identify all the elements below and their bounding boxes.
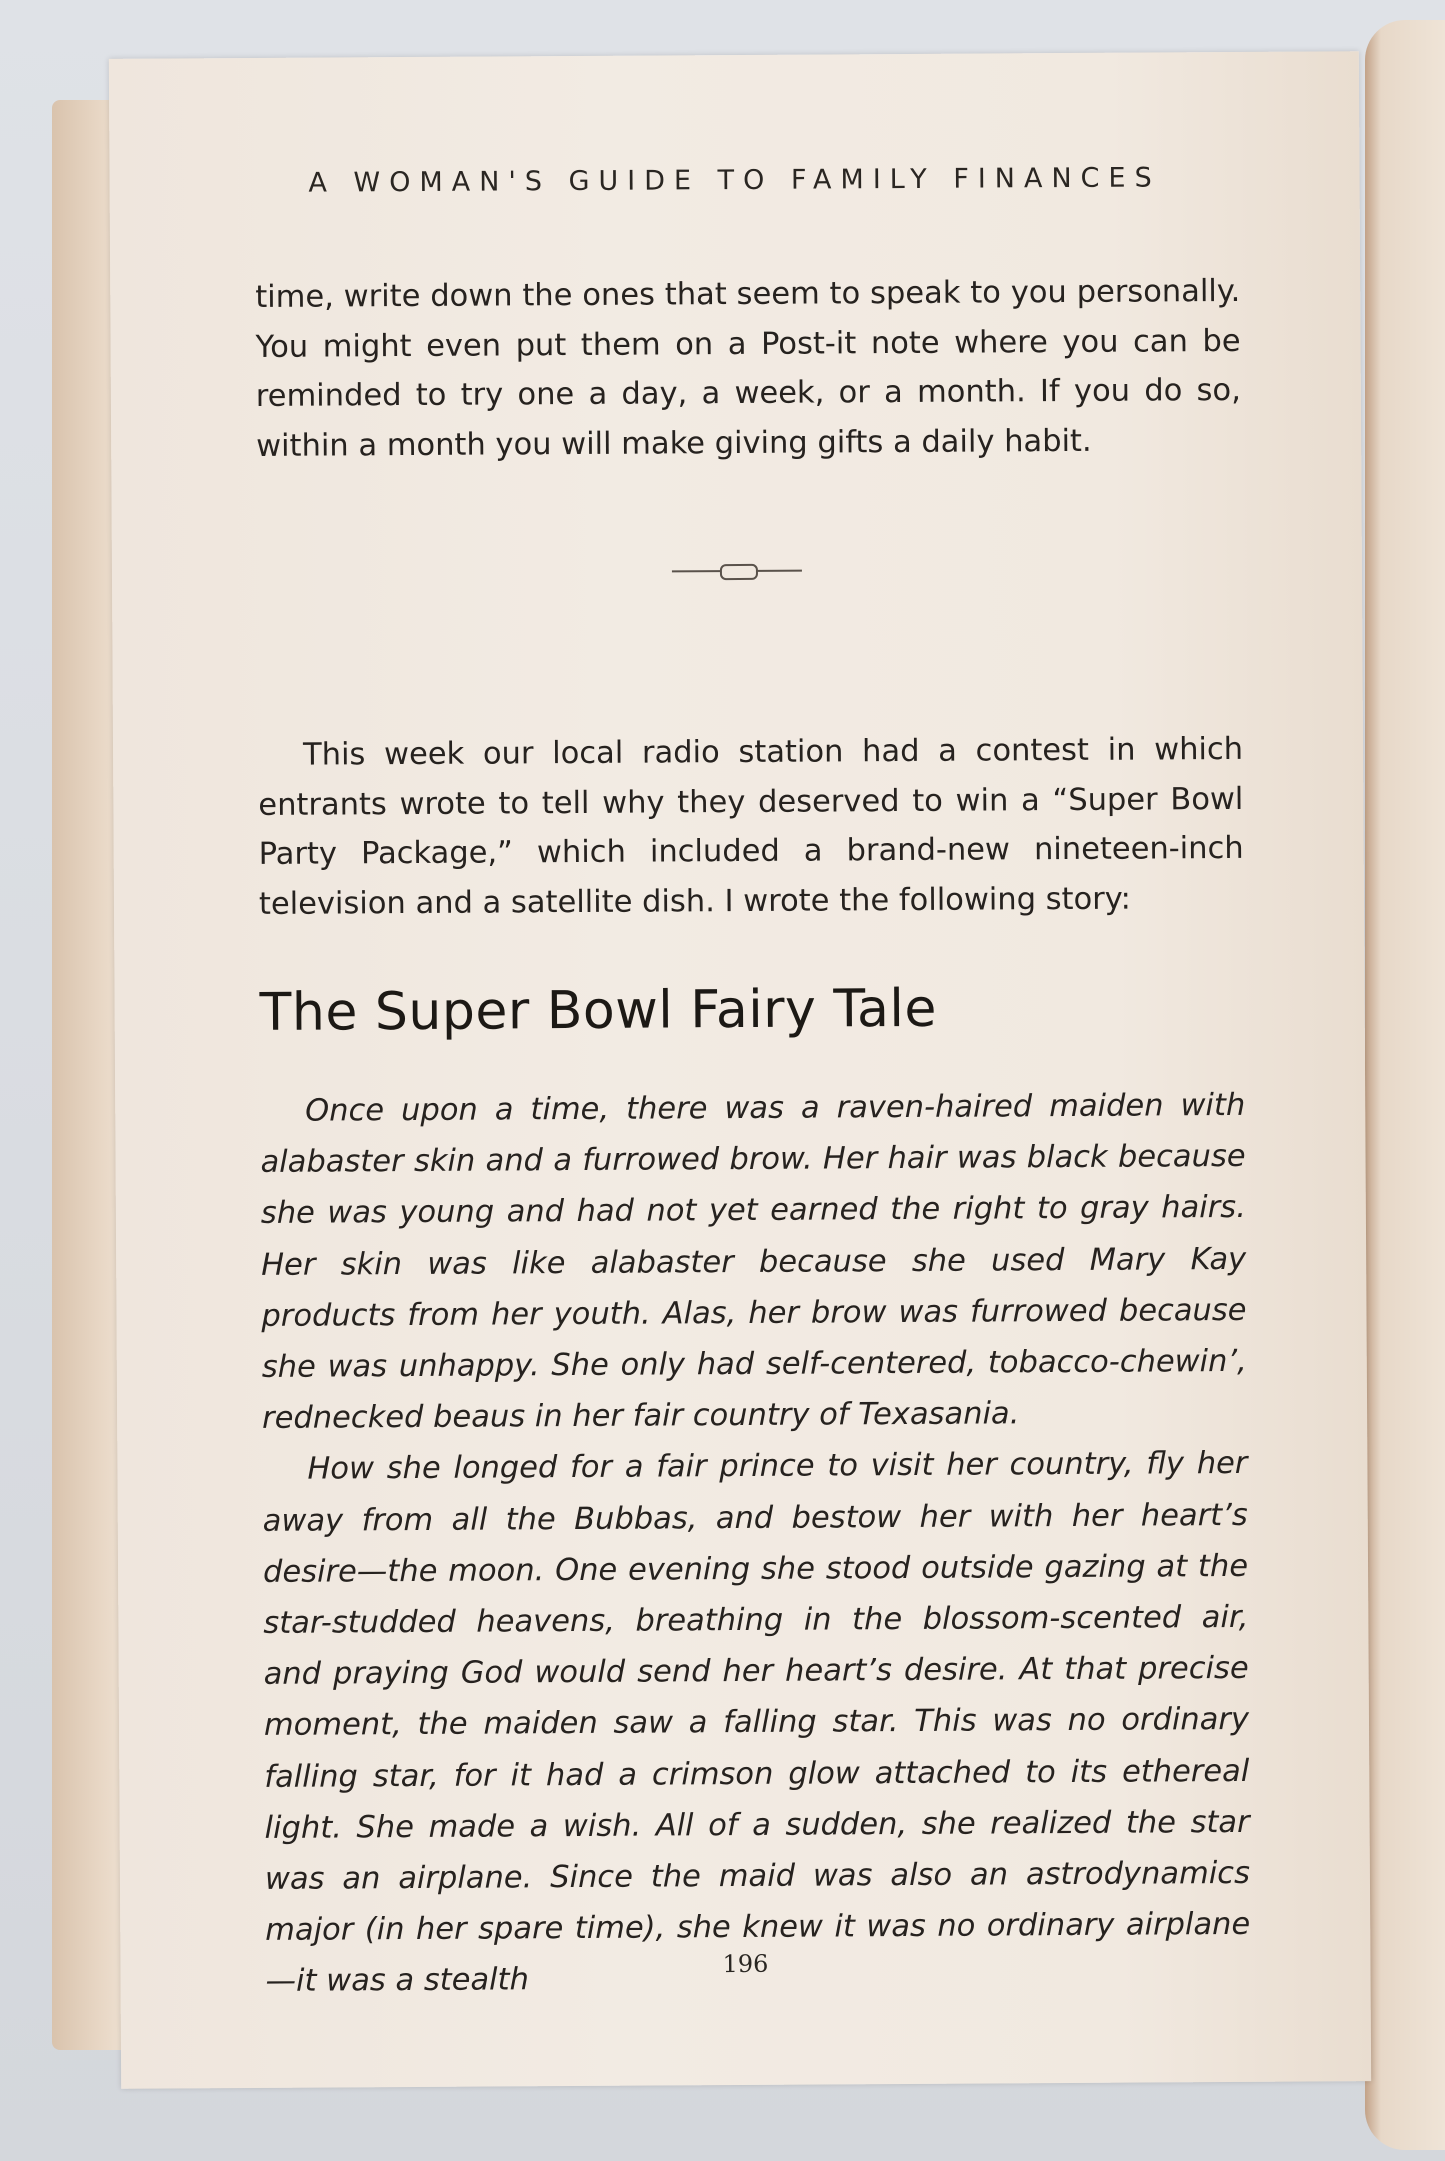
story-title: The Super Bowl Fairy Tale <box>259 978 938 1043</box>
facing-page-edge <box>1365 20 1445 2150</box>
section-break-ornament <box>112 551 1362 589</box>
book-page <box>109 51 1371 2089</box>
paragraph-text: This week our local radio station had a contest in which entrants wrote to tell why they deserved to win a “Super Bowl Party Package,” which included a brand-new nineteen-inch television and a satellite dish. I wrote the following story: <box>258 731 1244 922</box>
ornament-flourish-icon <box>672 569 802 572</box>
continued-paragraph <box>255 267 1241 471</box>
story-paragraph: How she longed for a fair prince to visit her country, fly her away from all the Bubbas, and bestow her with her heart’s desire—the moon. One evening she stood outside gazing at the star-studded heavens, breathing in the blossom-scented air, and praying God would send her heart’s desire. At that precise moment, the maiden saw a falling star. This was no ordinary falling star, for it had a crimson glow attached to its ethereal light. She made a wish. All of a sudden, she realized the star was an airplane. Since the maid was also an astrodynamics major (in her spare time), she knew it was no ordinary airplane—it was a stealth <box>262 1446 1251 2000</box>
running-head: A WOMAN'S GUIDE TO FAMILY FINANCES <box>308 162 1161 199</box>
story-paragraph: Once upon a time, there was a raven-haired maiden with alabaster skin and a furrowed brow. Her hair was black because she was young and had not yet earned the right to gray hairs. Her skin was like alabaster because she used Mary Kay products from her youth. Alas, her brow was furrowed because she was unhappy. She only had self-centered, tobacco-chewin’, rednecked beaus in her fair country of Texasania. <box>260 1087 1247 1437</box>
page-number: 196 <box>722 1949 769 1979</box>
paragraph-text: time, write down the ones that seem to speak to you personally. You might even put them on a Post-it note where you can be reminded to try one a day, a week, or a month. If you do so, within a month you will make giving gifts a daily habit. <box>255 273 1241 464</box>
intro-paragraph <box>258 725 1244 929</box>
story-body <box>260 1080 1251 2008</box>
